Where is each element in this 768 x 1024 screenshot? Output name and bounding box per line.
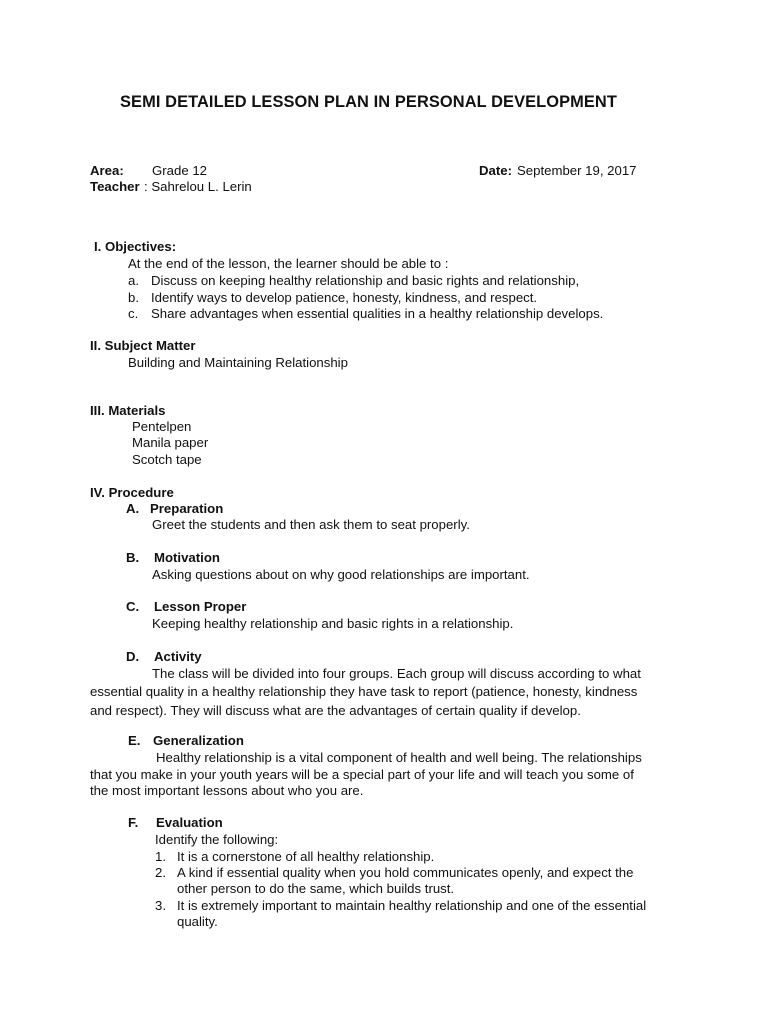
objective-marker: a. [128, 273, 139, 288]
teacher-label: Teacher [90, 179, 140, 194]
evaluation-item-text: A kind if essential quality when you hold communicates openly, and expect the [177, 865, 634, 880]
generalization-line: the most important lessons about who you are. [90, 783, 364, 798]
generalization-heading: Generalization [153, 733, 244, 748]
material-item: Pentelpen [132, 419, 192, 434]
area-value: Grade 12 [152, 163, 207, 178]
evaluation-item-marker: 2. [155, 865, 166, 880]
activity-line: and respect). They will discuss what are the advantages of certain quality if develop. [90, 703, 581, 718]
objective-marker: b. [128, 290, 139, 305]
motivation-marker: B. [126, 550, 140, 565]
activity-marker: D. [126, 649, 140, 664]
date-label: Date: [479, 163, 512, 178]
evaluation-item-text: It is extremely important to maintain healthy relationship and one of the essential [177, 898, 647, 913]
page-title: SEMI DETAILED LESSON PLAN IN PERSONAL DEVELOPMENT [120, 93, 617, 111]
objective-text: Discuss on keeping healthy relationship and basic rights and relationship, [151, 273, 580, 288]
motivation-heading: Motivation [154, 550, 220, 565]
objective-text: Identify ways to develop patience, honesty, kindness, and respect. [151, 290, 538, 305]
evaluation-item-marker: 1. [155, 849, 166, 864]
objectives-heading: I. Objectives: [94, 239, 177, 254]
preparation-heading: Preparation [150, 501, 224, 516]
evaluation-item-text: other person to do the same, which builds trust. [177, 881, 455, 896]
date-value: September 19, 2017 [517, 163, 637, 178]
lesson-proper-heading: Lesson Proper [154, 599, 247, 614]
objectives-intro: At the end of the lesson, the learner should be able to : [128, 256, 449, 271]
motivation-text: Asking questions about on why good relationships are important. [152, 567, 530, 582]
evaluation-intro: Identify the following: [155, 832, 279, 847]
teacher-value: : Sahrelou L. Lerin [144, 179, 252, 194]
area-label: Area: [90, 163, 124, 178]
activity-line: The class will be divided into four groups. Each group will discuss according to what [152, 666, 641, 681]
subject-matter-text: Building and Maintaining Relationship [128, 355, 348, 370]
generalization-marker: E. [128, 733, 141, 748]
evaluation-item-text: It is a cornerstone of all healthy relationship. [177, 849, 435, 864]
generalization-line: that you make in your youth years will be a special part of your life and will teach you some of [90, 767, 634, 782]
material-item: Manila paper [132, 435, 209, 450]
materials-heading: III. Materials [90, 403, 166, 418]
subject-matter-heading: II. Subject Matter [90, 338, 196, 353]
evaluation-heading: Evaluation [156, 815, 223, 830]
evaluation-item-text: quality. [177, 914, 218, 929]
generalization-line: Healthy relationship is a vital component of health and well being. The relationships [156, 750, 642, 765]
objective-marker: c. [128, 306, 139, 321]
procedure-heading: IV. Procedure [90, 485, 174, 500]
objective-text: Share advantages when essential qualities in a healthy relationship develops. [151, 306, 604, 321]
preparation-text: Greet the students and then ask them to seat properly. [152, 517, 470, 532]
activity-heading: Activity [154, 649, 202, 664]
material-item: Scotch tape [132, 452, 202, 467]
activity-line: essential quality in a healthy relationship they have task to report (patience, honesty, kindness [90, 684, 638, 699]
preparation-marker: A. [126, 501, 140, 516]
evaluation-item-marker: 3. [155, 898, 166, 913]
lesson-proper-text: Keeping healthy relationship and basic rights in a relationship. [152, 616, 514, 631]
evaluation-marker: F. [128, 815, 139, 830]
lesson-proper-marker: C. [126, 599, 140, 614]
